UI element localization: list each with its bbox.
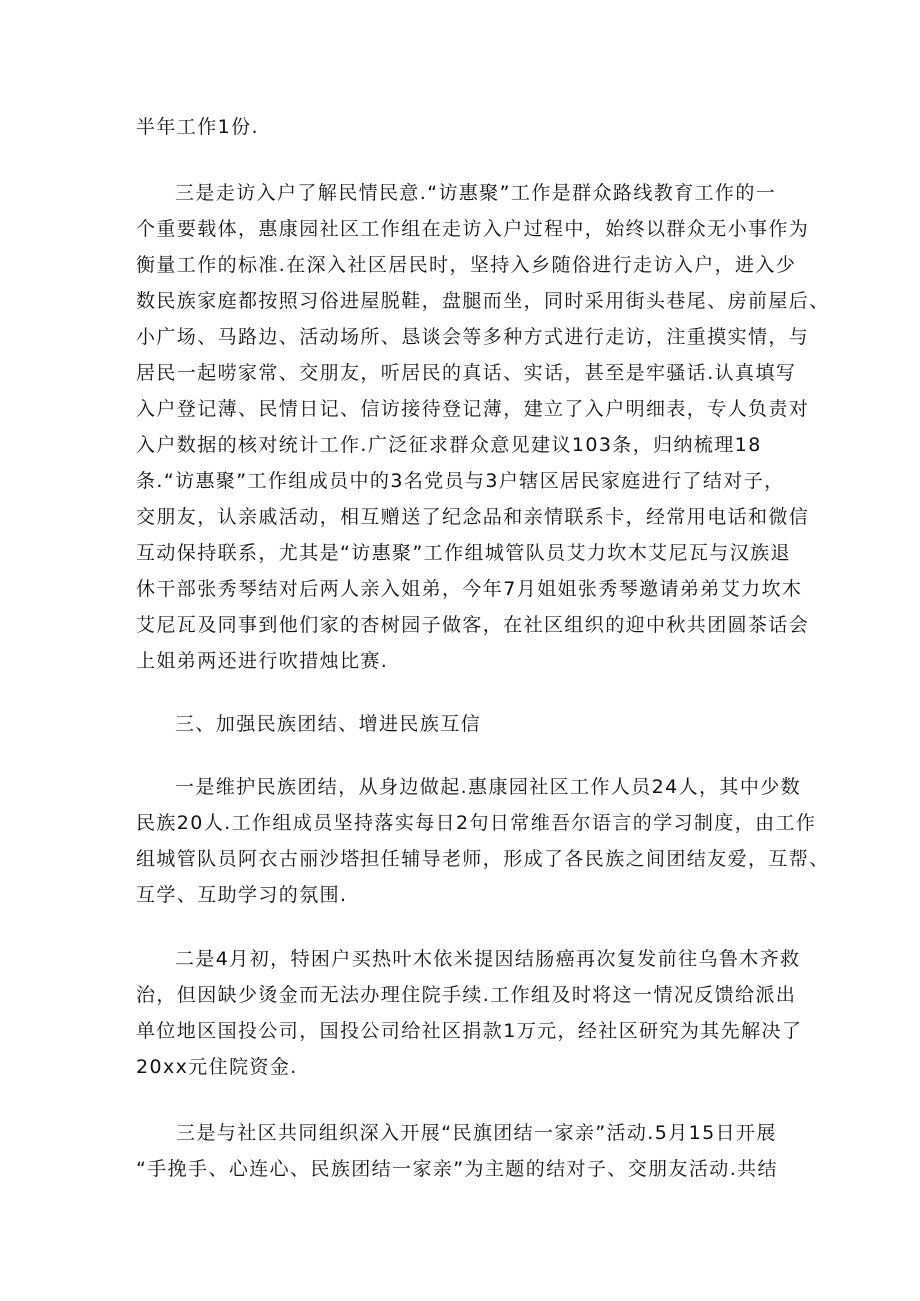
text-line: 治，但因缺少烫金而无法办理住院手续.工作组及时将这一情况反馈给派出 bbox=[136, 984, 797, 1006]
text-line: 三是与社区共同组织深入开展“民旗团结一家亲”活动.5月15日开展 bbox=[176, 1122, 777, 1144]
text-line: 上姐弟两还进行吹措烛比赛. bbox=[136, 650, 389, 672]
text-line: 20xx元住院资金. bbox=[136, 1056, 298, 1078]
text-line: 三是走访入户了解民情民意.“访惠聚”工作是群众路线教育工作的一 bbox=[175, 182, 777, 204]
text-line: “手挽手、心连心、民族团结一家亲”为主题的结对子、交朋友活动.共结 bbox=[136, 1158, 778, 1180]
section-heading: 三、加强民族团结、增进民族互信 bbox=[175, 713, 482, 735]
text-line: 二是4月初，特困户买热叶木依米提因结肠癌再次复发前往乌鲁木齐救 bbox=[175, 948, 801, 970]
text-line: 半年工作1份. bbox=[136, 116, 259, 138]
text-line: 入户数据的核对统计工作.广泛征求群众意见建议103条，归纳梳理18 bbox=[136, 434, 762, 456]
text-line: 交朋友，认亲戚活动，相互赠送了纪念品和亲情联系卡，经常用电话和微信 bbox=[136, 506, 810, 528]
text-line: 互动保持联系，尤其是“访惠聚”工作组城管队员艾力坎木艾尼瓦与汉族退 bbox=[136, 542, 791, 564]
text-line: 一是维护民族团结，从身边做起.惠康园社区工作人员24人，其中少数 bbox=[175, 776, 802, 798]
text-line: 小广场、马路边、活动场所、恳谈会等多种方式进行走访，注重摸实情，与 bbox=[136, 326, 810, 348]
text-line: 数民族家庭都按照习俗进屋脱鞋，盘腿而坐，同时采用街头巷尾、房前屋后、 bbox=[136, 290, 830, 312]
text-line: 条.“访惠聚”工作组成员中的3名党员与3户辖区居民家庭进行了结对子， bbox=[136, 470, 785, 492]
text-line: 民族20人.工作组成员坚持落实每日2句日常维吾尔语言的学习制度，由工作 bbox=[136, 812, 817, 834]
text-line: 单位地区国投公司，国投公司给社区捐款1万元，经社区研究为其先解决了 bbox=[136, 1020, 803, 1042]
text-line: 艾尼瓦及同事到他们家的杏树园子做客，在社区组织的迎中秋共团圆茶话会 bbox=[136, 614, 810, 636]
text-line: 组城管队员阿衣古丽沙塔担任辅导老师，形成了各民族之间团结友爱，互帮、 bbox=[136, 848, 830, 870]
text-line: 衡量工作的标准.在深入社区居民时，坚持入乡随俗进行走访入户，进入少 bbox=[136, 254, 797, 276]
text-line: 入户登记薄、民情日记、信访接待登记薄，建立了入户明细表，专人负责对 bbox=[136, 398, 810, 420]
text-line: 互学、互助学习的氛围. bbox=[136, 884, 348, 906]
text-line: 休干部张秀琴结对后两人亲入姐弟，今年7月姐姐张秀琴邀请弟弟艾力坎木 bbox=[136, 578, 803, 600]
text-line: 居民一起唠家常、交朋友，听居民的真话、实话，甚至是牢骚话.认真填写 bbox=[136, 362, 797, 384]
text-line: 个重要载体，惠康园社区工作组在走访入户过程中，始终以群众无小事作为 bbox=[136, 218, 810, 240]
